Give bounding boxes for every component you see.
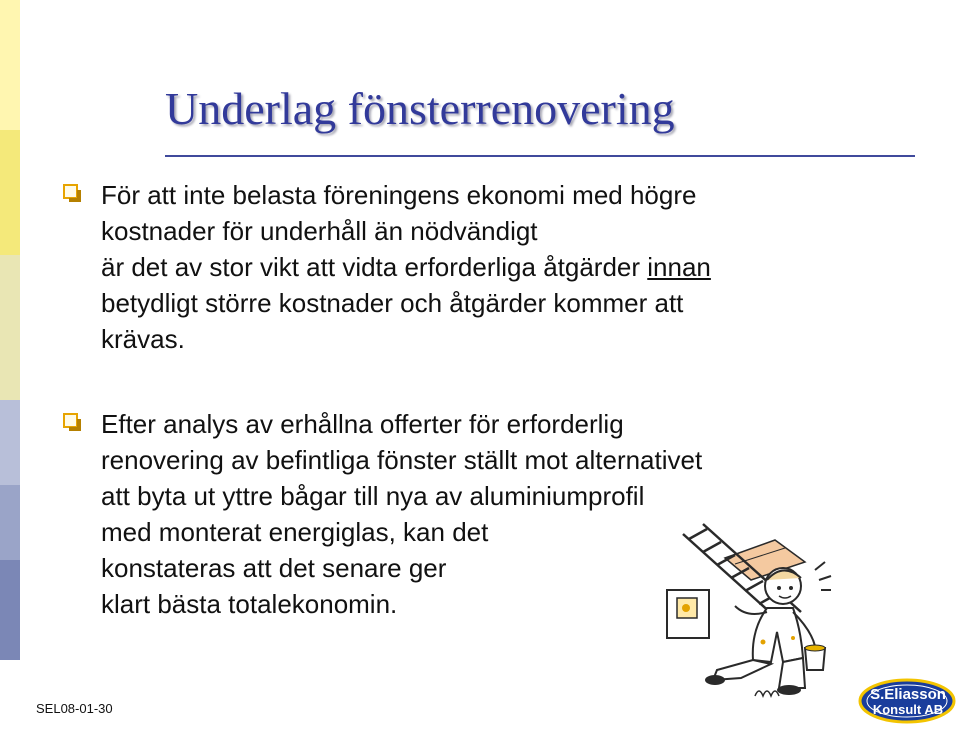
side-band-segment xyxy=(0,130,20,255)
bullet-line-text: är det av stor vikt att vidta erforderliga åtgärder xyxy=(101,252,648,282)
slide-title: Underlag fönsterrenovering xyxy=(165,83,675,134)
side-band-segment xyxy=(0,660,20,732)
square-bullet-icon xyxy=(63,413,78,428)
bullet-line: klart bästa totalekonomin. xyxy=(101,589,398,619)
bullet-line: kostnader för underhåll än nödvändigt xyxy=(101,216,538,246)
side-band-segment xyxy=(0,485,20,560)
bullet-line: renovering av befintliga fönster ställt mot alternativet xyxy=(101,445,703,475)
bullet-line: Efter analys av erhållna offerter för erforderlig xyxy=(101,409,624,439)
bullet-line: att byta ut yttre bågar till nya av aluminiumprofil xyxy=(101,481,645,511)
bullet-line: krävas. xyxy=(101,324,185,354)
logo-text-line2: Konsult AB xyxy=(872,702,944,717)
bullet-paragraph-1 xyxy=(101,177,711,357)
underlined-word: innan xyxy=(647,252,711,282)
side-band-segment xyxy=(0,255,20,400)
bullet-line xyxy=(101,249,711,285)
side-band-segment xyxy=(0,400,20,485)
bullet-paragraph-2 xyxy=(101,406,702,622)
square-bullet-icon xyxy=(63,184,78,199)
logo-text-line1: S.Eliasson xyxy=(870,686,946,703)
side-band-segment xyxy=(0,0,20,130)
painter-with-ladder-clipart xyxy=(655,520,845,700)
bullet-line: För att inte belasta föreningens ekonomi med högre xyxy=(101,180,697,210)
title-underline-rule xyxy=(165,155,915,157)
bullet-line: med monterat energiglas, kan det xyxy=(101,517,489,547)
bullet-line: betydligt större kostnader och åtgärder kommer att xyxy=(101,288,684,318)
bullet-line: konstateras att det senare ger xyxy=(101,553,447,583)
company-logo xyxy=(858,678,956,724)
side-band-segment xyxy=(0,560,20,660)
slide-footer-date: SEL08-01-30 xyxy=(36,701,113,716)
